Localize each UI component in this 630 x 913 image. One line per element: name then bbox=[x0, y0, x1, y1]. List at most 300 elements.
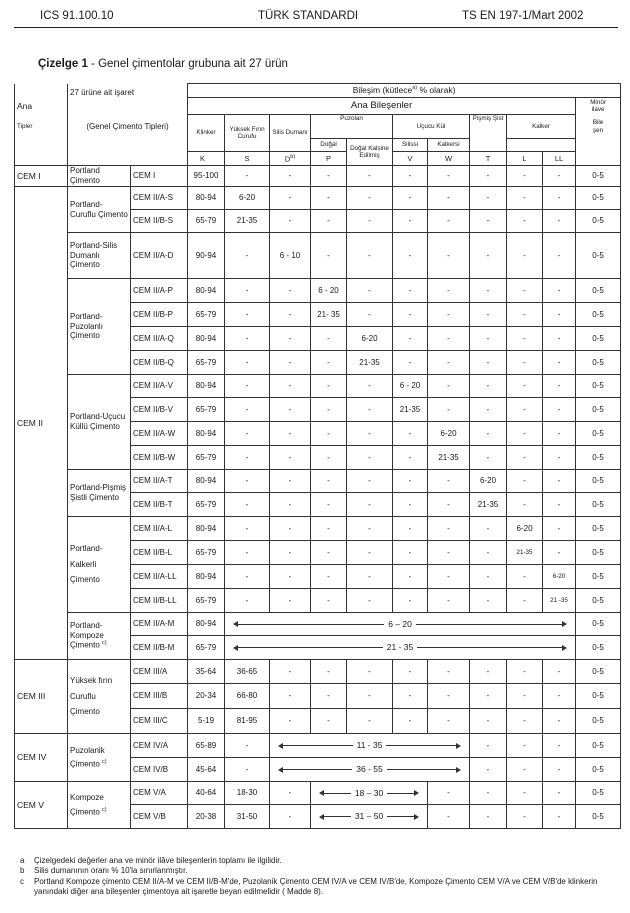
value-K: 65-79 bbox=[188, 446, 225, 470]
value-W: 6-20 bbox=[428, 422, 470, 446]
subgroup-puz bbox=[68, 734, 131, 782]
cement-type: CEM II/B-T bbox=[131, 493, 188, 517]
value-K: 80-94 bbox=[188, 517, 225, 541]
value-Q: - bbox=[347, 446, 393, 470]
value-S: - bbox=[225, 493, 270, 517]
caption-number: Çizelge 1 bbox=[38, 58, 88, 70]
value-Q: - bbox=[347, 210, 393, 233]
minor-value: 0-5 bbox=[576, 541, 621, 565]
subgroup-yuksek bbox=[68, 660, 131, 734]
composite-range-arrow bbox=[272, 740, 467, 750]
value-P: - bbox=[311, 493, 347, 517]
value-D: - bbox=[270, 446, 311, 470]
group-cem5: CEM V bbox=[15, 782, 68, 829]
value-Q: - bbox=[347, 279, 393, 303]
composite-range-arrow-right-icon bbox=[456, 767, 461, 773]
letter-S: S bbox=[225, 152, 270, 166]
value-L: - bbox=[507, 589, 543, 613]
value-L: - bbox=[507, 327, 543, 351]
value-V: - bbox=[393, 166, 428, 187]
value-S: - bbox=[225, 541, 270, 565]
table-row bbox=[15, 375, 621, 398]
composite-range bbox=[225, 613, 576, 636]
value-D: - bbox=[270, 375, 311, 398]
value-Q: - bbox=[347, 166, 393, 187]
minor-value: 0-5 bbox=[576, 709, 621, 734]
minor-value: 0-5 bbox=[576, 782, 621, 805]
subgroup-line: Çimento bbox=[70, 707, 100, 717]
value-LL: - bbox=[543, 233, 576, 279]
value-V: - bbox=[393, 565, 428, 589]
group-cem1: CEM I bbox=[15, 166, 68, 187]
value-S: 21-35 bbox=[225, 210, 270, 233]
silis-dumani-header: Silis Dumanı bbox=[270, 115, 311, 152]
subgroup-line: Kalkerli bbox=[70, 559, 97, 569]
minor-value: 0-5 bbox=[576, 422, 621, 446]
value-T: - bbox=[470, 327, 507, 351]
value-V: - bbox=[393, 233, 428, 279]
composite-range-arrow-right-icon bbox=[456, 743, 461, 749]
minor-value: 0-5 bbox=[576, 210, 621, 233]
table-row bbox=[15, 782, 621, 805]
value-Q: 21-35 bbox=[347, 351, 393, 375]
value-S: - bbox=[225, 166, 270, 187]
value-L: - bbox=[507, 375, 543, 398]
kalker-sub-spacer bbox=[507, 139, 576, 152]
silissi-header: Silissi bbox=[393, 139, 428, 152]
value-K: 45-64 bbox=[188, 758, 225, 782]
value-W: - bbox=[428, 470, 470, 493]
minor-value: 0-5 bbox=[576, 166, 621, 187]
value-V: - bbox=[393, 303, 428, 327]
value-K: 20-38 bbox=[188, 805, 225, 829]
value-K: 90-94 bbox=[188, 233, 225, 279]
value-D: - bbox=[270, 517, 311, 541]
value-S: 66-80 bbox=[225, 684, 270, 709]
value-Q: - bbox=[347, 303, 393, 327]
composite-range-value: 18 – 30 bbox=[354, 787, 384, 798]
klinker-value: 65-79 bbox=[188, 636, 225, 660]
value-W: - bbox=[428, 166, 470, 187]
value-W: - bbox=[428, 517, 470, 541]
value-T: - bbox=[470, 398, 507, 422]
value-W: - bbox=[428, 327, 470, 351]
kalkersi-header: Kalkersi bbox=[428, 139, 470, 152]
value-T: - bbox=[470, 782, 507, 805]
value-K: 65-79 bbox=[188, 303, 225, 327]
value-V: - bbox=[393, 684, 428, 709]
composite-range-value: 6 – 20 bbox=[388, 618, 412, 629]
value-P: - bbox=[311, 709, 347, 734]
value-L: - bbox=[507, 470, 543, 493]
value-Q: 6-20 bbox=[347, 327, 393, 351]
value-W: - bbox=[428, 187, 470, 210]
value-K: 80-94 bbox=[188, 327, 225, 351]
head-spacer-b bbox=[68, 139, 188, 152]
value-W: - bbox=[428, 709, 470, 734]
value-S: 18-30 bbox=[225, 782, 270, 805]
table-row bbox=[15, 187, 621, 210]
value-P: - bbox=[311, 351, 347, 375]
cement-type: CEM II/A-Q bbox=[131, 327, 188, 351]
subgroup-silisli bbox=[68, 233, 131, 279]
minor-4: şen bbox=[592, 126, 604, 134]
value-T: 6-20 bbox=[470, 470, 507, 493]
value-T: - bbox=[470, 541, 507, 565]
value-LL: - bbox=[543, 187, 576, 210]
value-L: - bbox=[507, 782, 543, 805]
value-S: - bbox=[225, 422, 270, 446]
value-T: - bbox=[470, 805, 507, 829]
cement-type: CEM II/A-M bbox=[131, 613, 188, 636]
minor-value: 0-5 bbox=[576, 279, 621, 303]
ana-header bbox=[15, 84, 68, 98]
cement-type: CEM V/A bbox=[131, 782, 188, 805]
value-V: - bbox=[393, 517, 428, 541]
value-Q: - bbox=[347, 233, 393, 279]
minor-value: 0-5 bbox=[576, 517, 621, 541]
bilesim-end: % olarak) bbox=[417, 85, 456, 96]
value-T: - bbox=[470, 684, 507, 709]
value-T: - bbox=[470, 758, 507, 782]
composite-range-arrow bbox=[272, 764, 467, 774]
value-P: - bbox=[311, 375, 347, 398]
value-K: 95-100 bbox=[188, 166, 225, 187]
value-K: 65-79 bbox=[188, 541, 225, 565]
subgroup-komp bbox=[68, 782, 131, 829]
value-W: - bbox=[428, 660, 470, 684]
value-D: - bbox=[270, 351, 311, 375]
cement-type: CEM II/B-Q bbox=[131, 351, 188, 375]
cement-type: CEM II/A-P bbox=[131, 279, 188, 303]
value-S: - bbox=[225, 517, 270, 541]
value-W: - bbox=[428, 493, 470, 517]
minor-value: 0-5 bbox=[576, 398, 621, 422]
value-K: 80-94 bbox=[188, 375, 225, 398]
value-T: - bbox=[470, 565, 507, 589]
footnote-ref: c) bbox=[102, 640, 107, 647]
letter-D-text: D bbox=[284, 154, 291, 164]
value-D: - bbox=[270, 589, 311, 613]
value-D: - bbox=[270, 303, 311, 327]
value-L: - bbox=[507, 422, 543, 446]
klinker-header: Klinker bbox=[188, 115, 225, 152]
value-P: - bbox=[311, 166, 347, 187]
value-S: - bbox=[225, 233, 270, 279]
composite-range bbox=[311, 805, 428, 829]
letter-T: T bbox=[470, 152, 507, 166]
value-L: - bbox=[507, 446, 543, 470]
subgroup-line bbox=[70, 807, 128, 817]
value-L: - bbox=[507, 187, 543, 210]
value-P: - bbox=[311, 517, 347, 541]
value-D: - bbox=[270, 166, 311, 187]
value-P: - bbox=[311, 327, 347, 351]
cement-type: CEM II/A-LL bbox=[131, 565, 188, 589]
value-Q: - bbox=[347, 660, 393, 684]
value-Q: - bbox=[347, 187, 393, 210]
value-D: - bbox=[270, 327, 311, 351]
minor-value: 0-5 bbox=[576, 758, 621, 782]
value-T: - bbox=[470, 422, 507, 446]
value-D: - bbox=[270, 470, 311, 493]
value-LL: - bbox=[543, 470, 576, 493]
cement-composition-table bbox=[14, 83, 621, 829]
composite-range-arrow bbox=[227, 642, 573, 652]
value-W: - bbox=[428, 541, 470, 565]
composite-range-value: 36 - 55 bbox=[356, 764, 383, 775]
minor-header-2 bbox=[576, 115, 621, 139]
letter-W: W bbox=[428, 152, 470, 166]
composite-range-arrow-line bbox=[387, 793, 414, 794]
subgroup-line: Curuflu bbox=[70, 691, 96, 701]
table-row bbox=[15, 734, 621, 758]
value-L: - bbox=[507, 398, 543, 422]
value-L: - bbox=[507, 233, 543, 279]
composite-range-arrow-line bbox=[324, 816, 351, 817]
value-P: - bbox=[311, 470, 347, 493]
value-L: - bbox=[507, 734, 543, 758]
value-LL: 21 -35 bbox=[543, 589, 576, 613]
value-D: - bbox=[270, 660, 311, 684]
value-LL: - bbox=[543, 805, 576, 829]
footnote bbox=[20, 866, 620, 876]
value-S: - bbox=[225, 734, 270, 758]
value-S: - bbox=[225, 470, 270, 493]
minor-1: Minör bbox=[590, 99, 606, 107]
value-V: - bbox=[393, 589, 428, 613]
subgroup-line: Portland- bbox=[70, 544, 103, 554]
standard-code: TS EN 197-1/Mart 2002 bbox=[462, 10, 584, 22]
value-P: - bbox=[311, 684, 347, 709]
value-L: - bbox=[507, 709, 543, 734]
value-LL: - bbox=[543, 684, 576, 709]
isaret-header-2: (Genel Çimento Tipleri) bbox=[68, 115, 188, 139]
value-LL: - bbox=[543, 422, 576, 446]
value-LL: - bbox=[543, 493, 576, 517]
value-S: - bbox=[225, 375, 270, 398]
value-P: 6 - 20 bbox=[311, 279, 347, 303]
cement-type: CEM II/B-W bbox=[131, 446, 188, 470]
composite-range-arrow-line bbox=[387, 816, 414, 817]
cement-type: CEM III/C bbox=[131, 709, 188, 734]
value-LL: - bbox=[543, 327, 576, 351]
table-row bbox=[15, 166, 621, 187]
value-LL: 6-20 bbox=[543, 565, 576, 589]
composite-range-arrow-right-icon bbox=[414, 814, 419, 820]
value-Q: - bbox=[347, 684, 393, 709]
minor-value: 0-5 bbox=[576, 327, 621, 351]
composite-range-arrow bbox=[313, 788, 425, 798]
value-T: - bbox=[470, 187, 507, 210]
value-P: - bbox=[311, 660, 347, 684]
value-T: - bbox=[470, 233, 507, 279]
letter-L: L bbox=[507, 152, 543, 166]
table-row bbox=[15, 279, 621, 303]
value-D: - bbox=[270, 565, 311, 589]
value-P: - bbox=[311, 210, 347, 233]
value-V: - bbox=[393, 210, 428, 233]
value-V: - bbox=[393, 327, 428, 351]
value-L: - bbox=[507, 493, 543, 517]
value-P: - bbox=[311, 446, 347, 470]
value-W: - bbox=[428, 233, 470, 279]
cement-type: CEM II/A-L bbox=[131, 517, 188, 541]
composite-range bbox=[225, 636, 576, 660]
value-T: - bbox=[470, 351, 507, 375]
letter-LL: LL bbox=[543, 152, 576, 166]
value-K: 65-79 bbox=[188, 351, 225, 375]
value-LL: - bbox=[543, 446, 576, 470]
cement-type: CEM III/B bbox=[131, 684, 188, 709]
value-W: - bbox=[428, 279, 470, 303]
value-Q: - bbox=[347, 517, 393, 541]
kalker-header: Kalker bbox=[507, 115, 576, 139]
ics-code: ICS 91.100.10 bbox=[40, 10, 114, 22]
value-LL: - bbox=[543, 541, 576, 565]
footnote bbox=[20, 856, 620, 866]
isaret-header-1: 27 ürüne ait işaret bbox=[68, 84, 188, 98]
value-Q: - bbox=[347, 398, 393, 422]
bilesim-text: Bileşim (kütlece bbox=[352, 85, 413, 96]
subgroup-line: Puzolanik bbox=[70, 745, 105, 755]
value-V: - bbox=[393, 493, 428, 517]
value-S: 6-20 bbox=[225, 187, 270, 210]
minor-value: 0-5 bbox=[576, 684, 621, 709]
value-T: - bbox=[470, 446, 507, 470]
table-row bbox=[15, 470, 621, 493]
composite-range-arrow bbox=[227, 619, 573, 629]
subgroup-line: Yüksek fırın bbox=[70, 676, 113, 686]
minor-value: 0-5 bbox=[576, 375, 621, 398]
cement-type: CEM II/A-D bbox=[131, 233, 188, 279]
subgroup-puzolanli bbox=[68, 279, 131, 375]
value-Q: - bbox=[347, 589, 393, 613]
value-LL: - bbox=[543, 709, 576, 734]
footnote-key: a bbox=[20, 856, 25, 865]
composite-range-arrow-right-icon bbox=[414, 790, 419, 796]
value-V: - bbox=[393, 709, 428, 734]
composite-range-arrow bbox=[313, 811, 425, 821]
value-K: 65-89 bbox=[188, 734, 225, 758]
footnote-ref: c) bbox=[102, 759, 107, 766]
value-W: - bbox=[428, 565, 470, 589]
letter-K: K bbox=[188, 152, 225, 166]
cement-type: CEM II/B-S bbox=[131, 210, 188, 233]
value-S: 31-50 bbox=[225, 805, 270, 829]
yuksek-firin-header: Yüksek Fırın Curufu bbox=[225, 115, 270, 152]
subgroup-curuflu bbox=[68, 187, 131, 233]
cement-type: CEM II/B-V bbox=[131, 398, 188, 422]
ana-bilesenler-header: Ana Bileşenler bbox=[188, 98, 576, 115]
value-W: - bbox=[428, 398, 470, 422]
value-L: 21-35 bbox=[507, 541, 543, 565]
value-L: - bbox=[507, 210, 543, 233]
value-V: - bbox=[393, 446, 428, 470]
value-S: - bbox=[225, 398, 270, 422]
value-V: - bbox=[393, 279, 428, 303]
value-LL: - bbox=[543, 351, 576, 375]
minor-header-1 bbox=[576, 98, 621, 115]
minor-bottom bbox=[576, 152, 621, 166]
pismis-sist-header: Pişmiş Şist bbox=[470, 115, 507, 152]
value-LL: - bbox=[543, 375, 576, 398]
subgroup-text: Portland Çimento bbox=[70, 166, 100, 185]
value-P: - bbox=[311, 541, 347, 565]
letter-D bbox=[270, 152, 311, 166]
value-LL: - bbox=[543, 517, 576, 541]
group-cem3: CEM III bbox=[15, 660, 68, 734]
value-L: - bbox=[507, 805, 543, 829]
subgroup-line: Çimento bbox=[70, 575, 100, 585]
composite-range-value: 21 - 35 bbox=[386, 642, 414, 653]
cement-type: CEM IV/B bbox=[131, 758, 188, 782]
cement-type: CEM II/A-W bbox=[131, 422, 188, 446]
value-D: - bbox=[270, 210, 311, 233]
value-D: - bbox=[270, 684, 311, 709]
value-S: - bbox=[225, 351, 270, 375]
value-S: - bbox=[225, 303, 270, 327]
value-LL: - bbox=[543, 210, 576, 233]
value-LL: - bbox=[543, 660, 576, 684]
value-W: - bbox=[428, 684, 470, 709]
value-P: - bbox=[311, 233, 347, 279]
composite-range-value: 31 – 50 bbox=[354, 811, 384, 822]
cement-type: CEM III/A bbox=[131, 660, 188, 684]
value-S: - bbox=[225, 565, 270, 589]
value-K: 65-79 bbox=[188, 398, 225, 422]
value-L: - bbox=[507, 758, 543, 782]
footnote-text: Silis dumanının oranı % 10'la sınırlanmıştır. bbox=[34, 866, 188, 876]
value-T: - bbox=[470, 709, 507, 734]
minor-value: 0-5 bbox=[576, 565, 621, 589]
composite-range-arrow-line bbox=[283, 745, 353, 746]
value-W: - bbox=[428, 589, 470, 613]
ucucu-kul-header: Uçucu Kül bbox=[393, 115, 470, 139]
value-W: - bbox=[428, 303, 470, 327]
standard-name: TÜRK STANDARDI bbox=[258, 10, 359, 22]
minor-value: 0-5 bbox=[576, 493, 621, 517]
composite-range bbox=[270, 734, 470, 758]
value-K: 80-94 bbox=[188, 422, 225, 446]
bilesim-header bbox=[188, 84, 621, 98]
value-W: - bbox=[428, 210, 470, 233]
minor-value: 0-5 bbox=[576, 187, 621, 210]
tipler-label: Tipler bbox=[15, 115, 68, 139]
subgroup-text: Çimento bbox=[70, 759, 100, 769]
composite-range bbox=[311, 782, 428, 805]
value-K: 80-94 bbox=[188, 470, 225, 493]
value-S: 81-95 bbox=[225, 709, 270, 734]
value-K: 80-94 bbox=[188, 279, 225, 303]
value-W: - bbox=[428, 375, 470, 398]
letter-D-sup: b) bbox=[290, 153, 296, 160]
composite-range bbox=[270, 758, 470, 782]
cement-type: CEM I bbox=[131, 166, 188, 187]
value-K: 40-64 bbox=[188, 782, 225, 805]
value-D: - bbox=[270, 422, 311, 446]
minor-value: 0-5 bbox=[576, 351, 621, 375]
value-L: - bbox=[507, 351, 543, 375]
value-Q: - bbox=[347, 565, 393, 589]
minor-value: 0-5 bbox=[576, 805, 621, 829]
composite-range-arrow-line bbox=[387, 769, 456, 770]
value-P: - bbox=[311, 422, 347, 446]
value-L: - bbox=[507, 565, 543, 589]
value-T: - bbox=[470, 303, 507, 327]
value-L: - bbox=[507, 303, 543, 327]
composite-range-arrow-right-icon bbox=[562, 621, 567, 627]
